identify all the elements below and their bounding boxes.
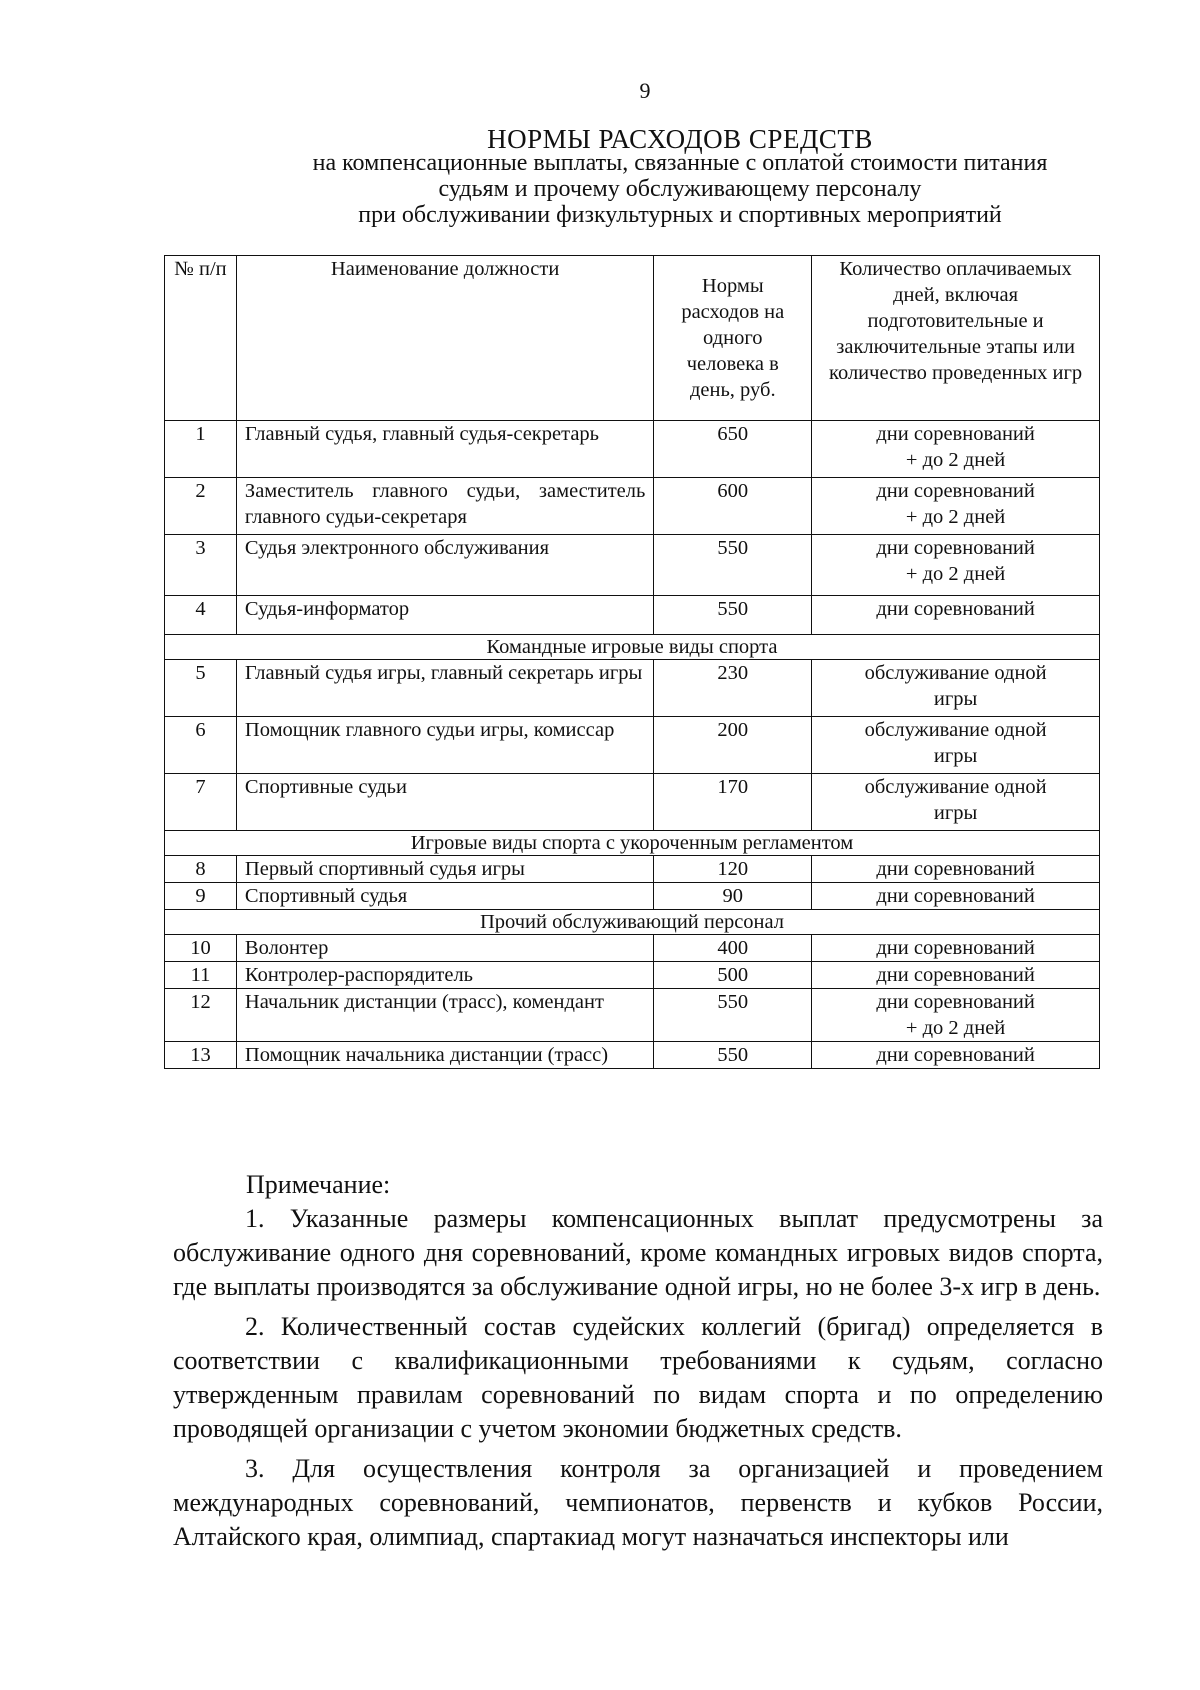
row-position-name: Судья-информатор bbox=[236, 596, 653, 635]
row-position-name: Главный судья, главный судья-секретарь bbox=[236, 421, 653, 478]
row-position-name: Спортивные судьи bbox=[236, 774, 653, 831]
row-number: 3 bbox=[165, 535, 237, 596]
row-paid-days bbox=[812, 989, 1100, 1042]
paid-days-line: + до 2 дней bbox=[905, 449, 1006, 471]
paid-days-line: дни соревнований bbox=[876, 858, 1035, 880]
table-header-row bbox=[165, 256, 1100, 421]
table-row bbox=[165, 660, 1100, 717]
paid-days-line: дни соревнований bbox=[876, 423, 1035, 445]
paid-days-line: дни соревнований bbox=[876, 991, 1035, 1013]
paid-days-line: дни соревнований bbox=[876, 480, 1035, 502]
row-paid-days bbox=[812, 478, 1100, 535]
row-paid-days bbox=[812, 535, 1100, 596]
section-row bbox=[165, 910, 1100, 935]
row-norm-value: 230 bbox=[654, 660, 812, 717]
row-norm-value: 550 bbox=[654, 989, 812, 1042]
row-paid-days bbox=[812, 421, 1100, 478]
paid-days-line: обслуживание одной bbox=[864, 662, 1047, 684]
row-paid-days bbox=[812, 856, 1100, 883]
document-subtitle bbox=[230, 150, 1130, 228]
table-row bbox=[165, 856, 1100, 883]
row-norm-value: 200 bbox=[654, 717, 812, 774]
note-item: 2. Количественный состав судейских коллегий (бригад) определяется в соответствии с квалификационными требованиями к судьям, согласно утвержденным правилам соревнований по видам спорта и по определению проводящей организации с учетом экономии бюджетных средств. bbox=[173, 1312, 1103, 1443]
norms-table bbox=[164, 255, 1100, 1069]
table-row bbox=[165, 935, 1100, 962]
row-norm-value: 120 bbox=[654, 856, 812, 883]
row-position-name: Помощник главного судьи игры, комиссар bbox=[236, 717, 653, 774]
row-norm-value: 550 bbox=[654, 596, 812, 635]
row-position-name: Главный судья игры, главный секретарь игры bbox=[236, 660, 653, 717]
header-days: Количество оплачиваемых дней, включая подготовительные и заключительные этапы или количество проведенных игр bbox=[812, 256, 1100, 421]
row-paid-days bbox=[812, 962, 1100, 989]
row-paid-days bbox=[812, 774, 1100, 831]
row-number: 5 bbox=[165, 660, 237, 717]
paid-days-line: обслуживание одной bbox=[864, 776, 1047, 798]
row-norm-value: 550 bbox=[654, 535, 812, 596]
table-row bbox=[165, 989, 1100, 1042]
table-row bbox=[165, 962, 1100, 989]
table-row bbox=[165, 535, 1100, 596]
subtitle-line: судьям и прочему обслуживающему персоналу bbox=[438, 176, 922, 202]
paid-days-line: дни соревнований bbox=[876, 885, 1035, 907]
note-item: 1. Указанные размеры компенсационных выплат предусмотрены за обслуживание одного дня соревнований, кроме командных игровых видов спорта, где выплаты производятся за обслуживание одной игры, но не более 3-х игр в день. bbox=[173, 1204, 1103, 1301]
row-number: 1 bbox=[165, 421, 237, 478]
row-position-name: Начальник дистанции (трасс), комендант bbox=[236, 989, 653, 1042]
note-item: 3. Для осуществления контроля за организацией и проведением международных соревнований, чемпионатов, первенств и кубков России, Алтайского края, олимпиад, спартакиад могут назначаться инспекторы или bbox=[173, 1454, 1103, 1551]
row-norm-value: 400 bbox=[654, 935, 812, 962]
row-paid-days bbox=[812, 1042, 1100, 1069]
paid-days-line: игры bbox=[933, 688, 978, 710]
row-number: 7 bbox=[165, 774, 237, 831]
paid-days-line: + до 2 дней bbox=[905, 1017, 1006, 1039]
row-paid-days bbox=[812, 883, 1100, 910]
paid-days-line: дни соревнований bbox=[876, 1044, 1035, 1066]
row-position-name: Спортивный судья bbox=[236, 883, 653, 910]
table-row bbox=[165, 478, 1100, 535]
row-paid-days bbox=[812, 935, 1100, 962]
paid-days-line: + до 2 дней bbox=[905, 506, 1006, 528]
row-number: 12 bbox=[165, 989, 237, 1042]
table-row bbox=[165, 883, 1100, 910]
row-number: 8 bbox=[165, 856, 237, 883]
paid-days-line: дни соревнований bbox=[876, 964, 1035, 986]
table-row bbox=[165, 774, 1100, 831]
row-position-name: Помощник начальника дистанции (трасс) bbox=[236, 1042, 653, 1069]
paid-days-line: дни соревнований bbox=[876, 537, 1035, 559]
row-number: 13 bbox=[165, 1042, 237, 1069]
row-position-name: Контролер-распорядитель bbox=[236, 962, 653, 989]
paid-days-line: дни соревнований bbox=[876, 937, 1035, 959]
row-norm-value: 550 bbox=[654, 1042, 812, 1069]
paid-days-line: обслуживание одной bbox=[864, 719, 1047, 741]
row-number: 9 bbox=[165, 883, 237, 910]
table-row bbox=[165, 1042, 1100, 1069]
row-norm-value: 500 bbox=[654, 962, 812, 989]
row-paid-days bbox=[812, 596, 1100, 635]
paid-days-line: игры bbox=[933, 802, 978, 824]
row-paid-days bbox=[812, 717, 1100, 774]
row-number: 4 bbox=[165, 596, 237, 635]
header-name: Наименование должности bbox=[236, 256, 653, 421]
row-norm-value: 650 bbox=[654, 421, 812, 478]
row-position-name: Заместитель главного судьи, заместитель главного судьи-секретаря bbox=[236, 478, 653, 535]
paid-days-line: + до 2 дней bbox=[905, 563, 1006, 585]
row-number: 11 bbox=[165, 962, 237, 989]
section-row bbox=[165, 831, 1100, 856]
section-row bbox=[165, 635, 1100, 660]
row-norm-value: 90 bbox=[654, 883, 812, 910]
row-position-name: Волонтер bbox=[236, 935, 653, 962]
paid-days-line: игры bbox=[933, 745, 978, 767]
table-body bbox=[165, 421, 1100, 1069]
page-number: 9 bbox=[639, 78, 651, 103]
header-norm: Нормы расходов на одного человека в день, руб. bbox=[654, 256, 812, 421]
row-position-name: Первый спортивный судья игры bbox=[236, 856, 653, 883]
section-heading: Прочий обслуживающий персонал bbox=[165, 910, 1100, 935]
row-norm-value: 600 bbox=[654, 478, 812, 535]
section-heading: Командные игровые виды спорта bbox=[165, 635, 1100, 660]
row-position-name: Судья электронного обслуживания bbox=[236, 535, 653, 596]
row-number: 10 bbox=[165, 935, 237, 962]
table-row bbox=[165, 596, 1100, 635]
row-number: 6 bbox=[165, 717, 237, 774]
table-row bbox=[165, 421, 1100, 478]
document-title: НОРМЫ РАСХОДОВ СРЕДСТВ bbox=[487, 124, 873, 154]
section-heading: Игровые виды спорта с укороченным регламентом bbox=[165, 831, 1100, 856]
row-norm-value: 170 bbox=[654, 774, 812, 831]
notes-section bbox=[173, 1168, 1103, 1554]
table-row bbox=[165, 717, 1100, 774]
paid-days-line: дни соревнований bbox=[876, 598, 1035, 620]
notes-title: Примечание: bbox=[246, 1170, 391, 1199]
subtitle-line: при обслуживании физкультурных и спортивных мероприятий bbox=[358, 202, 1002, 228]
header-num: № п/п bbox=[165, 256, 237, 421]
row-paid-days bbox=[812, 660, 1100, 717]
row-number: 2 bbox=[165, 478, 237, 535]
subtitle-line: на компенсационные выплаты, связанные с оплатой стоимости питания bbox=[312, 150, 1048, 176]
